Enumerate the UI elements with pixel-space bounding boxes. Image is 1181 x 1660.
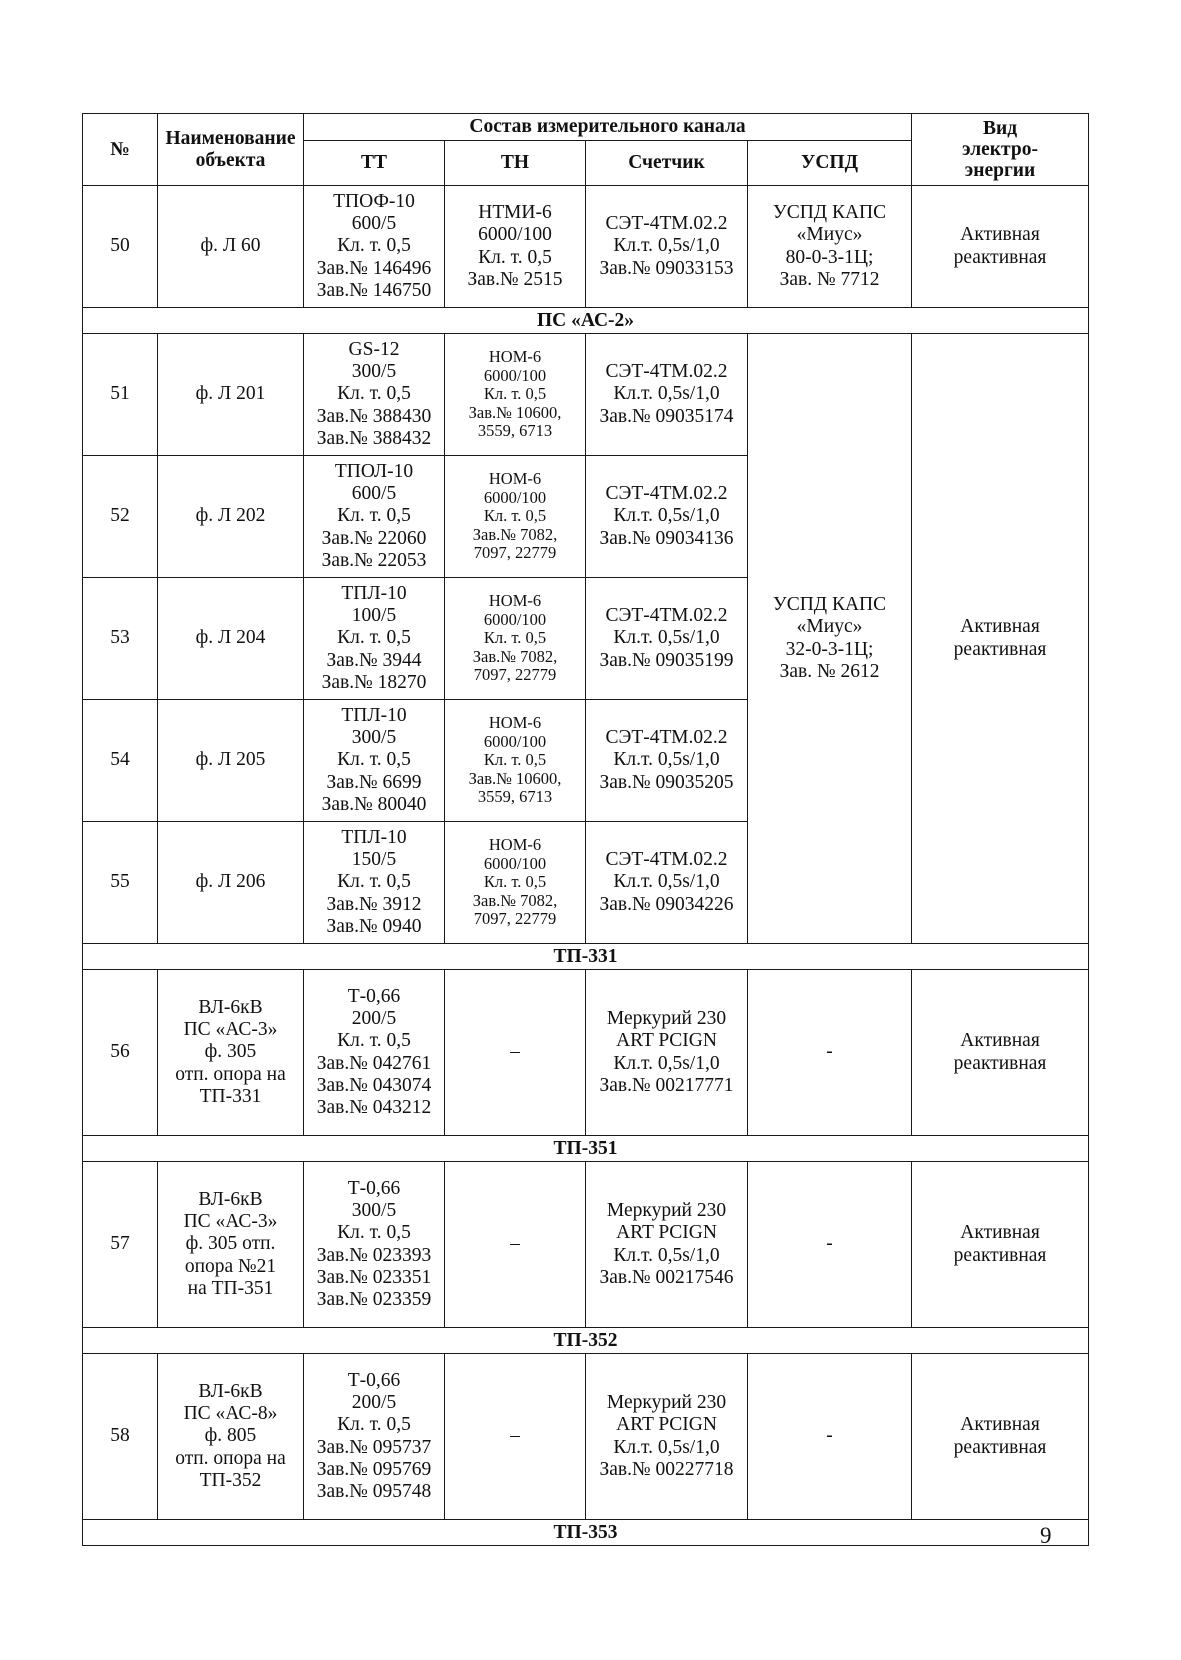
row-uspd: - xyxy=(748,970,912,1136)
row-object-name: ф. Л 60 xyxy=(158,186,304,308)
page-number: 9 xyxy=(1040,1523,1052,1548)
row-num: 50 xyxy=(83,186,158,308)
row-tn: НТМИ-6 6000/100 Кл. т. 0,5 Зав.№ 2515 xyxy=(445,186,586,308)
table-row xyxy=(83,1354,1089,1520)
row-tn: НОМ-6 6000/100 Кл. т. 0,5 Зав.№ 10600, 3559, 6713 xyxy=(445,700,586,822)
row-object-name: ф. Л 206 xyxy=(158,822,304,944)
row-meter: СЭТ-4ТМ.02.2 Кл.т. 0,5s/1,0 Зав.№ 09034226 xyxy=(586,822,748,944)
row-object-name: ВЛ-6кВ ПС «АС-8» ф. 805 отп. опора на ТП-352 xyxy=(158,1354,304,1520)
table-row xyxy=(83,1162,1089,1328)
row-num: 57 xyxy=(83,1162,158,1328)
row-tn: НОМ-6 6000/100 Кл. т. 0,5 Зав.№ 7082, 7097, 22779 xyxy=(445,822,586,944)
row-energy-type: Активная реактивная xyxy=(912,1162,1089,1328)
measurement-channel-table xyxy=(82,113,1089,1546)
row-tn: – xyxy=(445,1354,586,1520)
row-tn: – xyxy=(445,970,586,1136)
row-num: 53 xyxy=(83,578,158,700)
row-num: 56 xyxy=(83,970,158,1136)
row-uspd: - xyxy=(748,1162,912,1328)
row-num: 55 xyxy=(83,822,158,944)
row-tt: Т-0,66 200/5 Кл. т. 0,5 Зав.№ 042761 Зав.№ 043074 Зав.№ 043212 xyxy=(304,970,445,1136)
row-tn: – xyxy=(445,1162,586,1328)
table-row xyxy=(83,970,1089,1136)
header-composition: Состав измерительного канала xyxy=(304,114,912,141)
header-meter: Счетчик xyxy=(586,141,748,186)
row-tt: ТПОЛ-10 600/5 Кл. т. 0,5 Зав.№ 22060 Зав.№ 22053 xyxy=(304,456,445,578)
row-uspd: - xyxy=(748,1354,912,1520)
row-meter: СЭТ-4ТМ.02.2 Кл.т. 0,5s/1,0 Зав.№ 09033153 xyxy=(586,186,748,308)
table-row xyxy=(83,334,1089,456)
section-title: ПС «АС-2» xyxy=(83,308,1089,334)
row-meter: СЭТ-4ТМ.02.2 Кл.т. 0,5s/1,0 Зав.№ 09035205 xyxy=(586,700,748,822)
header-num: № xyxy=(83,114,158,186)
row-tt: ТПЛ-10 150/5 Кл. т. 0,5 Зав.№ 3912 Зав.№ 0940 xyxy=(304,822,445,944)
table-row xyxy=(83,186,1089,308)
row-object-name: ВЛ-6кВ ПС «АС-3» ф. 305 отп. опора №21 на ТП-351 xyxy=(158,1162,304,1328)
row-object-name: ф. Л 205 xyxy=(158,700,304,822)
row-tt: ТПОФ-10 600/5 Кл. т. 0,5 Зав.№ 146496 Зав.№ 146750 xyxy=(304,186,445,308)
row-tt: ТПЛ-10 100/5 Кл. т. 0,5 Зав.№ 3944 Зав.№ 18270 xyxy=(304,578,445,700)
row-num: 52 xyxy=(83,456,158,578)
section-row xyxy=(83,1520,1089,1546)
group-uspd: УСПД КАПС «Миус» 32-0-3-1Ц; Зав. № 2612 xyxy=(748,334,912,944)
row-num: 58 xyxy=(83,1354,158,1520)
row-object-name: ф. Л 202 xyxy=(158,456,304,578)
header-energy-type: Вид электро- энергии xyxy=(912,114,1089,186)
row-meter: СЭТ-4ТМ.02.2 Кл.т. 0,5s/1,0 Зав.№ 09035174 xyxy=(586,334,748,456)
header-object-name: Наименование объекта xyxy=(158,114,304,186)
section-title: ТП-331 xyxy=(83,944,1089,970)
row-tn: НОМ-6 6000/100 Кл. т. 0,5 Зав.№ 7082, 7097, 22779 xyxy=(445,578,586,700)
row-object-name: ф. Л 204 xyxy=(158,578,304,700)
section-title: ТП-351 xyxy=(83,1136,1089,1162)
row-meter: Меркурий 230 ART PCIGN Кл.т. 0,5s/1,0 Зав.№ 00227718 xyxy=(586,1354,748,1520)
row-tt: Т-0,66 200/5 Кл. т. 0,5 Зав.№ 095737 Зав.№ 095769 Зав.№ 095748 xyxy=(304,1354,445,1520)
row-energy-type: Активная реактивная xyxy=(912,1354,1089,1520)
row-energy-type: Активная реактивная xyxy=(912,970,1089,1136)
row-tt: GS-12 300/5 Кл. т. 0,5 Зав.№ 388430 Зав.№ 388432 xyxy=(304,334,445,456)
group-energy-type: Активная реактивная xyxy=(912,334,1089,944)
row-uspd: УСПД КАПС «Миус» 80-0-3-1Ц; Зав. № 7712 xyxy=(748,186,912,308)
header-tt: ТТ xyxy=(304,141,445,186)
row-meter: СЭТ-4ТМ.02.2 Кл.т. 0,5s/1,0 Зав.№ 09035199 xyxy=(586,578,748,700)
row-object-name: ВЛ-6кВ ПС «АС-3» ф. 305 отп. опора на ТП-331 xyxy=(158,970,304,1136)
row-meter: Меркурий 230 ART PCIGN Кл.т. 0,5s/1,0 Зав.№ 00217546 xyxy=(586,1162,748,1328)
section-title: ТП-353 xyxy=(83,1520,1089,1546)
section-row xyxy=(83,1328,1089,1354)
row-meter: Меркурий 230 ART PCIGN Кл.т. 0,5s/1,0 Зав.№ 00217771 xyxy=(586,970,748,1136)
row-tt: ТПЛ-10 300/5 Кл. т. 0,5 Зав.№ 6699 Зав.№ 80040 xyxy=(304,700,445,822)
row-tn: НОМ-6 6000/100 Кл. т. 0,5 Зав.№ 10600, 3559, 6713 xyxy=(445,334,586,456)
header-tn: ТН xyxy=(445,141,586,186)
row-num: 51 xyxy=(83,334,158,456)
section-row xyxy=(83,308,1089,334)
row-num: 54 xyxy=(83,700,158,822)
row-tt: Т-0,66 300/5 Кл. т. 0,5 Зав.№ 023393 Зав.№ 023351 Зав.№ 023359 xyxy=(304,1162,445,1328)
row-meter: СЭТ-4ТМ.02.2 Кл.т. 0,5s/1,0 Зав.№ 09034136 xyxy=(586,456,748,578)
header-uspd: УСПД xyxy=(748,141,912,186)
row-tn: НОМ-6 6000/100 Кл. т. 0,5 Зав.№ 7082, 7097, 22779 xyxy=(445,456,586,578)
section-row xyxy=(83,944,1089,970)
section-row xyxy=(83,1136,1089,1162)
row-object-name: ф. Л 201 xyxy=(158,334,304,456)
section-title: ТП-352 xyxy=(83,1328,1089,1354)
row-energy-type: Активная реактивная xyxy=(912,186,1089,308)
